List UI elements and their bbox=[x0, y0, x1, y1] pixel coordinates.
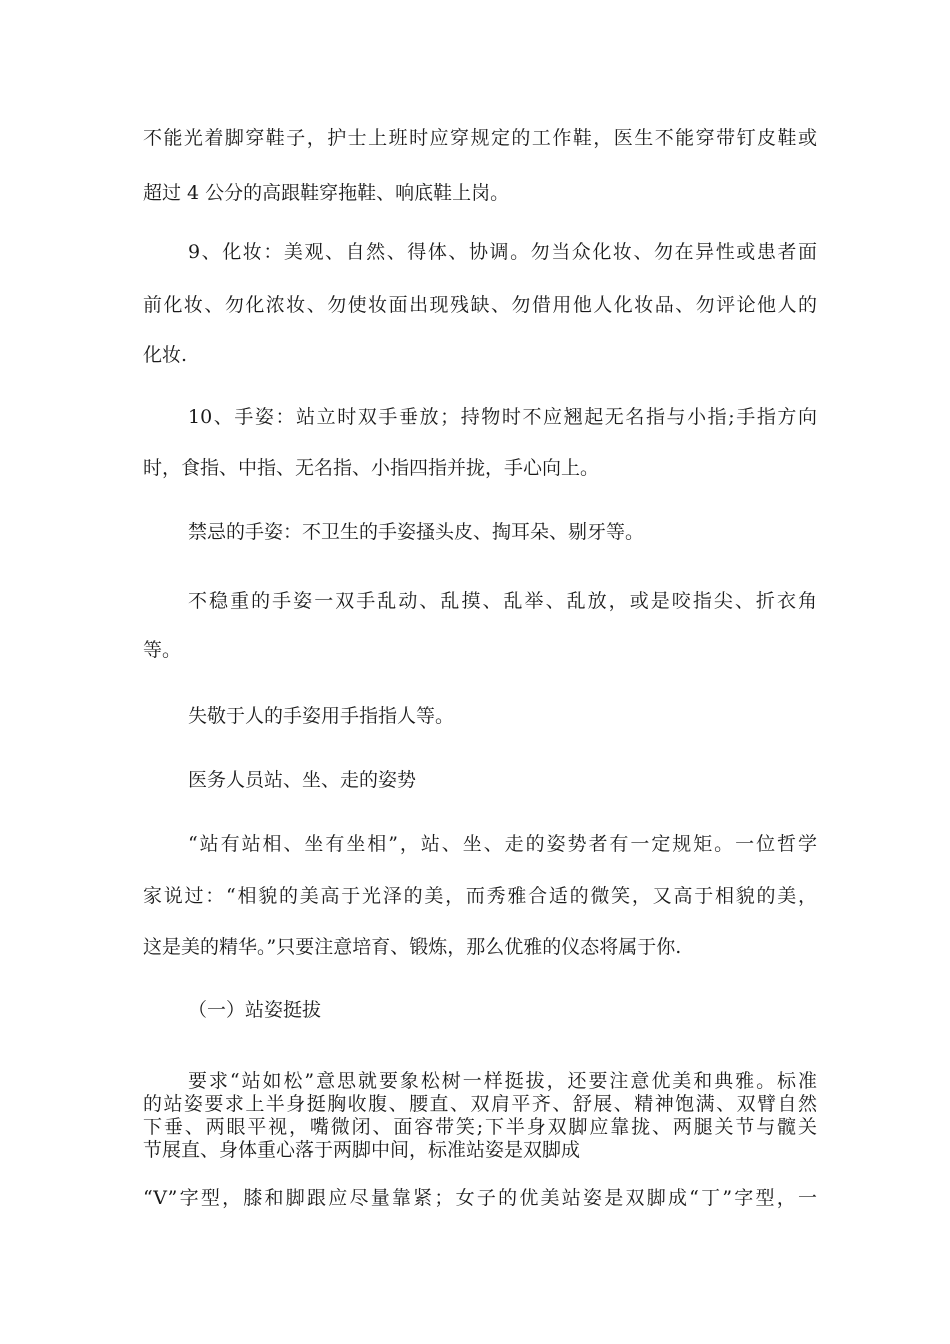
dense-paragraph-line: 的站姿要求上半身挺胸收腹、腰直、双肩平齐、舒展、精神饱满、双臂自然 bbox=[143, 1093, 817, 1115]
body-line: 等。 bbox=[143, 639, 182, 661]
body-line: 这是美的精华。”只要注意培育、锻炼，那么优雅的仪态将属于你. bbox=[143, 936, 682, 958]
body-line: 时，食指、中指、无名指、小指四指并拢，手心向上。 bbox=[143, 457, 600, 479]
body-line: 化妆. bbox=[143, 344, 188, 366]
paragraph-makeup-heading-line: 9、化妆：美观、自然、得体、协调。勿当众化妆、勿在异性或患者面 bbox=[188, 241, 817, 263]
dense-paragraph-line: 要求“站如松”意思就要象松树一样挺拔，还要注意优美和典雅。标准 bbox=[188, 1070, 817, 1092]
section-heading: 医务人员站、坐、走的姿势 bbox=[188, 769, 417, 791]
paragraph-gesture-heading-line: 10、手姿：站立时双手垂放；持物时不应翘起无名指与小指;手指方向 bbox=[188, 406, 817, 428]
body-line: 前化妆、勿化浓妆、勿使妆面出现残缺、勿借用他人化妆品、勿评论他人的 bbox=[143, 294, 817, 316]
body-line: 家说过：“相貌的美高于光泽的美，而秀雅合适的微笑，又高于相貌的美， bbox=[143, 885, 817, 907]
body-line: “V”字型，膝和脚跟应尽量靠紧；女子的优美站姿是双脚成“丁”字型，一 bbox=[143, 1187, 817, 1209]
subsection-heading: （一）站姿挺拔 bbox=[188, 999, 322, 1021]
paragraph-line: 不稳重的手姿一双手乱动、乱摸、乱举、乱放，或是咬指尖、折衣角 bbox=[188, 590, 817, 612]
dense-paragraph bbox=[143, 1070, 817, 1162]
paragraph-line: 禁忌的手姿：不卫生的手姿搔头皮、掏耳朵、剔牙等。 bbox=[188, 521, 645, 543]
body-line: 不能光着脚穿鞋子，护士上班时应穿规定的工作鞋，医生不能穿带钉皮鞋或 bbox=[143, 127, 817, 149]
paragraph-line: “站有站相、坐有坐相”，站、坐、走的姿势者有一定规矩。一位哲学 bbox=[188, 833, 817, 855]
paragraph-line: 失敬于人的手姿用手指指人等。 bbox=[188, 705, 455, 727]
body-line: 超过 4 公分的高跟鞋穿拖鞋、响底鞋上岗。 bbox=[143, 182, 510, 204]
dense-paragraph-line: 节展直、身体重心落于两脚中间，标准站姿是双脚成 bbox=[143, 1139, 581, 1161]
dense-paragraph-line: 下垂、两眼平视，嘴微闭、面容带笑;下半身双脚应靠拢、两腿关节与髋关 bbox=[143, 1116, 817, 1138]
